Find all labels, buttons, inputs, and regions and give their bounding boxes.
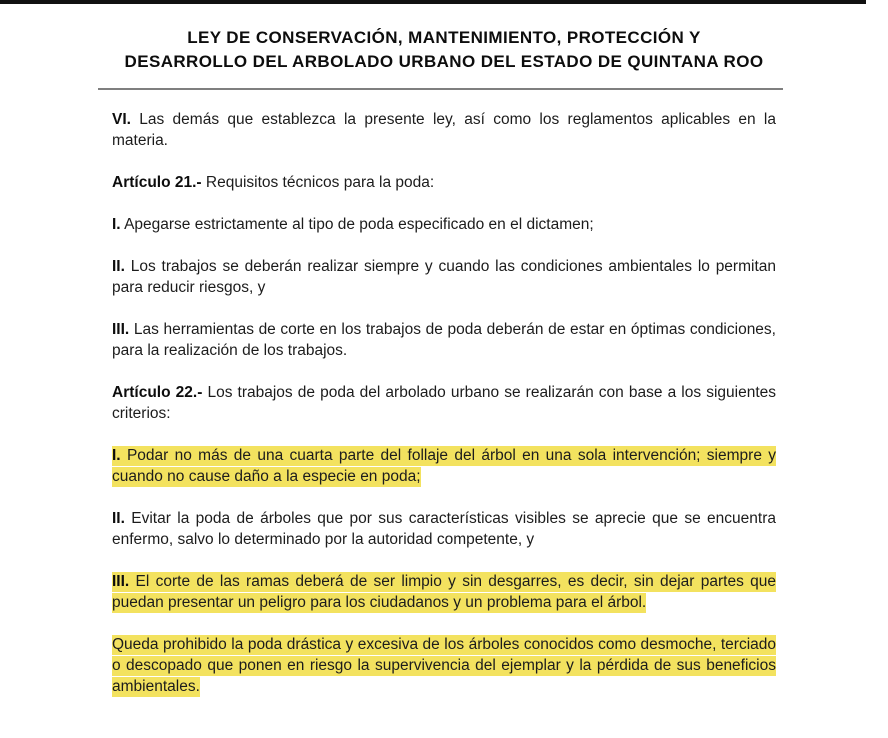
document-title-line1: LEY DE CONSERVACIÓN, MANTENIMIENTO, PROTECCIÓN Y xyxy=(187,28,701,47)
paragraph-lead: II. xyxy=(112,510,125,527)
paragraph-text: III. Las herramientas de corte en los trabajos de poda deberán de estar en óptimas condiciones, para la realización de los trabajos. xyxy=(112,321,776,359)
highlighted-text: Queda prohibido la poda drástica y excesiva de los árboles conocidos como desmoche, terciado o descopado que ponen en riesgo la supervivencia del ejemplar y la pérdida de sus beneficios ambientales. xyxy=(112,636,776,695)
document-body xyxy=(0,90,888,697)
paragraph xyxy=(112,172,776,193)
paragraph-highlighted xyxy=(112,634,776,697)
document-header xyxy=(0,0,888,90)
highlighted-text: I. Podar no más de una cuarta parte del follaje del árbol en una sola intervención; siempre y cuando no cause daño a la especie en poda; xyxy=(112,447,776,485)
paragraph-text: II. Los trabajos se deberán realizar siempre y cuando las condiciones ambientales lo permitan para reducir riesgos, y xyxy=(112,258,776,296)
paragraph xyxy=(112,508,776,550)
paragraph-lead: Artículo 21.- xyxy=(112,174,202,191)
document-title-line2: DESARROLLO DEL ARBOLADO URBANO DEL ESTADO DE QUINTANA ROO xyxy=(124,52,764,71)
paragraph-lead: III. xyxy=(112,573,130,590)
paragraph-lead: II. xyxy=(112,258,125,275)
paragraph-text: II. Evitar la poda de árboles que por sus características visibles se aprecie que se encuentra enfermo, salvo lo determinado por la autoridad competente, y xyxy=(112,510,776,548)
paragraph-text: VI. Las demás que establezca la presente ley, así como los reglamentos aplicables en la materia. xyxy=(112,111,776,149)
document-title xyxy=(60,26,828,74)
paragraph-lead: I. xyxy=(112,216,121,233)
paragraph-lead: I. xyxy=(112,447,121,464)
paragraph-text: I. Apegarse estrictamente al tipo de poda especificado en el dictamen; xyxy=(112,216,594,233)
paragraph xyxy=(112,109,776,151)
paragraph-lead: Artículo 22.- xyxy=(112,384,203,401)
paragraph xyxy=(112,214,776,235)
paragraph xyxy=(112,382,776,424)
paragraph-text: Artículo 21.- Requisitos técnicos para la poda: xyxy=(112,174,435,191)
paragraph-lead: VI. xyxy=(112,111,131,128)
paragraph xyxy=(112,256,776,298)
paragraph xyxy=(112,319,776,361)
paragraph-highlighted xyxy=(112,445,776,487)
paragraph-highlighted xyxy=(112,571,776,613)
paragraph-lead: III. xyxy=(112,321,130,338)
scan-edge-bar xyxy=(0,0,866,4)
paragraph-text: Artículo 22.- Los trabajos de poda del arbolado urbano se realizarán con base a los siguientes criterios: xyxy=(112,384,776,422)
highlighted-text: III. El corte de las ramas deberá de ser limpio y sin desgarres, es decir, sin dejar partes que puedan presentar un peligro para los ciudadanos y un problema para el árbol. xyxy=(112,573,776,611)
